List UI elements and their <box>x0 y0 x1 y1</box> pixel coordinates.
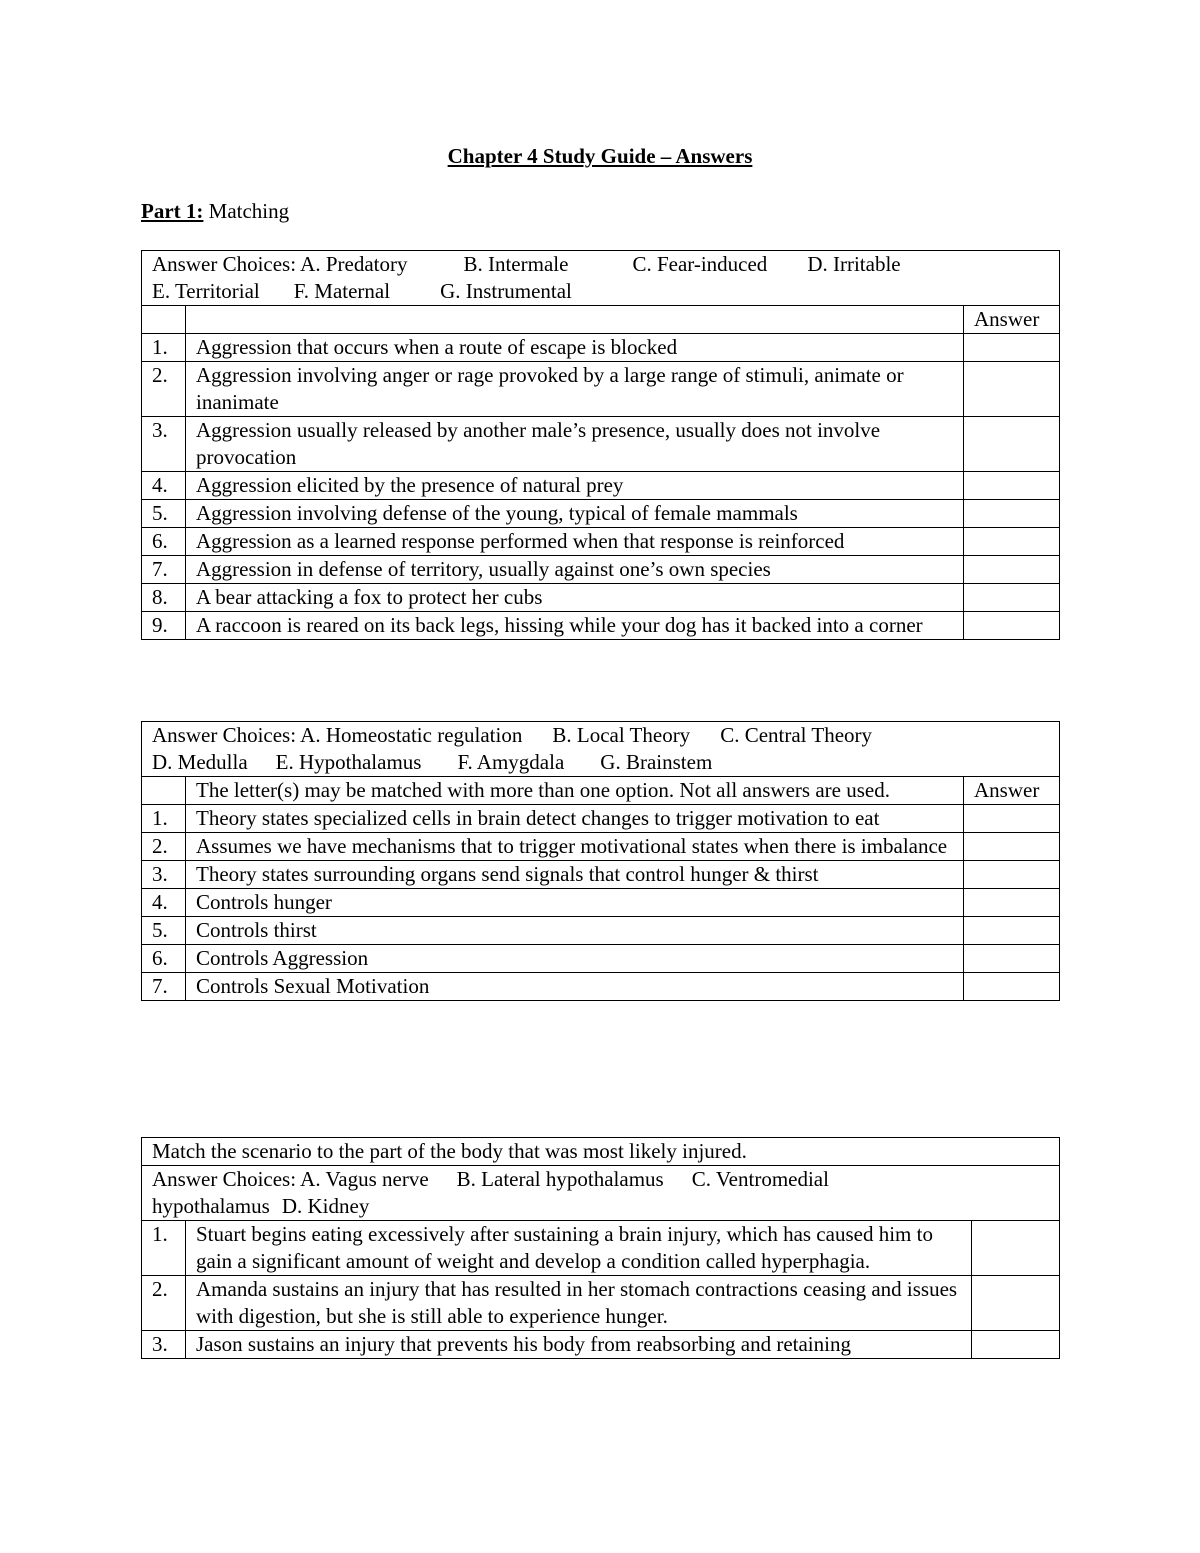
row-number: 7. <box>142 973 186 1001</box>
row-number: 2. <box>142 833 186 861</box>
row-number: 6. <box>142 945 186 973</box>
table-row <box>142 1221 1060 1276</box>
answer-cell[interactable] <box>964 889 1060 917</box>
answer-cell[interactable] <box>964 528 1060 556</box>
choice-c: C. Ventromedial <box>691 1167 829 1191</box>
choice-b: B. Lateral hypothalamus <box>456 1167 664 1191</box>
row-number: 3. <box>142 861 186 889</box>
choice-c: C. Fear-induced <box>632 252 768 276</box>
choice-c: C. Central Theory <box>720 723 873 747</box>
page-title: Chapter 4 Study Guide – Answers <box>447 144 753 168</box>
header-num-cell <box>142 306 186 334</box>
table-row <box>142 889 1060 917</box>
row-number: 5. <box>142 917 186 945</box>
answer-cell[interactable] <box>964 362 1060 417</box>
choice-e: E. Territorial <box>152 279 260 303</box>
part-1-heading <box>141 196 289 226</box>
row-question: Controls thirst <box>186 917 964 945</box>
answer-header: Answer <box>964 306 1060 334</box>
answer-cell[interactable] <box>964 584 1060 612</box>
table-row <box>142 472 1060 500</box>
part-1-text: Matching <box>208 199 290 223</box>
choice-a: A. Vagus nerve <box>300 1167 429 1191</box>
table-row <box>142 584 1060 612</box>
row-question: A raccoon is reared on its back legs, hissing while your dog has it backed into a corner <box>186 612 964 640</box>
row-question: Aggression involving defense of the young, typical of female mammals <box>186 500 964 528</box>
table-row <box>142 556 1060 584</box>
row-number: 1. <box>142 1221 186 1276</box>
row-number: 4. <box>142 889 186 917</box>
row-number: 6. <box>142 528 186 556</box>
table-row <box>142 805 1060 833</box>
answer-cell[interactable] <box>964 945 1060 973</box>
answer-cell[interactable] <box>964 805 1060 833</box>
answer-cell[interactable] <box>964 917 1060 945</box>
choices-row <box>142 1166 1060 1221</box>
table-row <box>142 612 1060 640</box>
choices-row <box>142 251 1060 306</box>
choice-g: G. Instrumental <box>440 279 572 303</box>
header-num-cell <box>142 777 186 805</box>
choices-row <box>142 722 1060 777</box>
row-question: Aggression in defense of territory, usually against one’s own species <box>186 556 964 584</box>
row-number: 5. <box>142 500 186 528</box>
table-row <box>142 833 1060 861</box>
choice-b: B. Local Theory <box>552 723 691 747</box>
row-question: Theory states surrounding organs send signals that control hunger & thirst <box>186 861 964 889</box>
injury-matching-table <box>141 1137 1060 1359</box>
answer-cell[interactable] <box>972 1276 1060 1331</box>
choice-b: B. Intermale <box>463 252 569 276</box>
row-question: Controls Sexual Motivation <box>186 973 964 1001</box>
row-number: 2. <box>142 1276 186 1331</box>
row-number: 4. <box>142 472 186 500</box>
choice-g: G. Brainstem <box>600 750 713 774</box>
answer-cell[interactable] <box>964 861 1060 889</box>
row-question: Aggression involving anger or rage provoked by a large range of stimuli, animate or inanimate <box>186 362 964 417</box>
row-number: 3. <box>142 1331 186 1359</box>
choice-f: F. Amygdala <box>457 750 565 774</box>
instruction-row <box>142 1138 1060 1166</box>
table-row <box>142 528 1060 556</box>
instruction-cell: The letter(s) may be matched with more than one option. Not all answers are used. <box>186 777 964 805</box>
instruction-cell: Match the scenario to the part of the body that was most likely injured. <box>142 1138 1060 1166</box>
table-row <box>142 861 1060 889</box>
table-row <box>142 1276 1060 1331</box>
answer-cell[interactable] <box>972 1331 1060 1359</box>
table-row <box>142 362 1060 417</box>
table-row <box>142 945 1060 973</box>
choice-c-continued: hypothalamus <box>152 1194 270 1218</box>
table-row <box>142 917 1060 945</box>
header-row <box>142 306 1060 334</box>
answer-cell[interactable] <box>964 500 1060 528</box>
answer-cell[interactable] <box>964 973 1060 1001</box>
choice-e: E. Hypothalamus <box>275 750 422 774</box>
row-number: 9. <box>142 612 186 640</box>
answer-cell[interactable] <box>964 334 1060 362</box>
row-question: Controls Aggression <box>186 945 964 973</box>
aggression-matching-table <box>141 250 1060 640</box>
row-number: 8. <box>142 584 186 612</box>
row-question: Theory states specialized cells in brain detect changes to trigger motivation to eat <box>186 805 964 833</box>
choice-a: A. Predatory <box>300 252 408 276</box>
row-question: Assumes we have mechanisms that to trigger motivational states when there is imbalance <box>186 833 964 861</box>
answer-cell[interactable] <box>964 472 1060 500</box>
answer-cell[interactable] <box>964 556 1060 584</box>
answer-cell[interactable] <box>964 833 1060 861</box>
answer-choices-cell <box>142 251 1060 306</box>
motivation-matching-table <box>141 721 1060 1001</box>
row-number: 2. <box>142 362 186 417</box>
answer-cell[interactable] <box>964 417 1060 472</box>
row-scenario: Amanda sustains an injury that has resulted in her stomach contractions ceasing and issues with digestion, but she is still able to experience hunger. <box>186 1276 972 1331</box>
row-question: Controls hunger <box>186 889 964 917</box>
header-question-cell <box>186 306 964 334</box>
table-row <box>142 417 1060 472</box>
answer-choices-cell <box>142 722 1060 777</box>
row-scenario: Stuart begins eating excessively after sustaining a brain injury, which has caused him to gain a significant amount of weight and develop a condition called hyperphagia. <box>186 1221 972 1276</box>
answer-cell[interactable] <box>964 612 1060 640</box>
answer-choices-cell <box>142 1166 1060 1221</box>
choice-d: D. Kidney <box>281 1194 370 1218</box>
header-row <box>142 777 1060 805</box>
row-question: Aggression that occurs when a route of escape is blocked <box>186 334 964 362</box>
choices-prefix: Answer Choices: <box>152 723 297 747</box>
row-scenario: Jason sustains an injury that prevents his body from reabsorbing and retaining <box>186 1331 972 1359</box>
row-question: Aggression usually released by another male’s presence, usually does not involve provocation <box>186 417 964 472</box>
row-number: 3. <box>142 417 186 472</box>
choices-prefix: Answer Choices: <box>152 1167 297 1191</box>
table-row <box>142 334 1060 362</box>
row-number: 1. <box>142 805 186 833</box>
row-question: A bear attacking a fox to protect her cubs <box>186 584 964 612</box>
row-question: Aggression elicited by the presence of natural prey <box>186 472 964 500</box>
choice-f: F. Maternal <box>293 279 391 303</box>
choices-prefix: Answer Choices: <box>152 252 297 276</box>
table-row <box>142 973 1060 1001</box>
row-question: Aggression as a learned response performed when that response is reinforced <box>186 528 964 556</box>
table-row <box>142 1331 1060 1359</box>
row-number: 7. <box>142 556 186 584</box>
part-1-label: Part 1: <box>141 199 204 223</box>
answer-cell[interactable] <box>972 1221 1060 1276</box>
answer-header: Answer <box>964 777 1060 805</box>
table-row <box>142 500 1060 528</box>
row-number: 1. <box>142 334 186 362</box>
choice-d: D. Irritable <box>807 252 901 276</box>
choice-a: A. Homeostatic regulation <box>300 723 523 747</box>
choice-d: D. Medulla <box>152 750 248 774</box>
